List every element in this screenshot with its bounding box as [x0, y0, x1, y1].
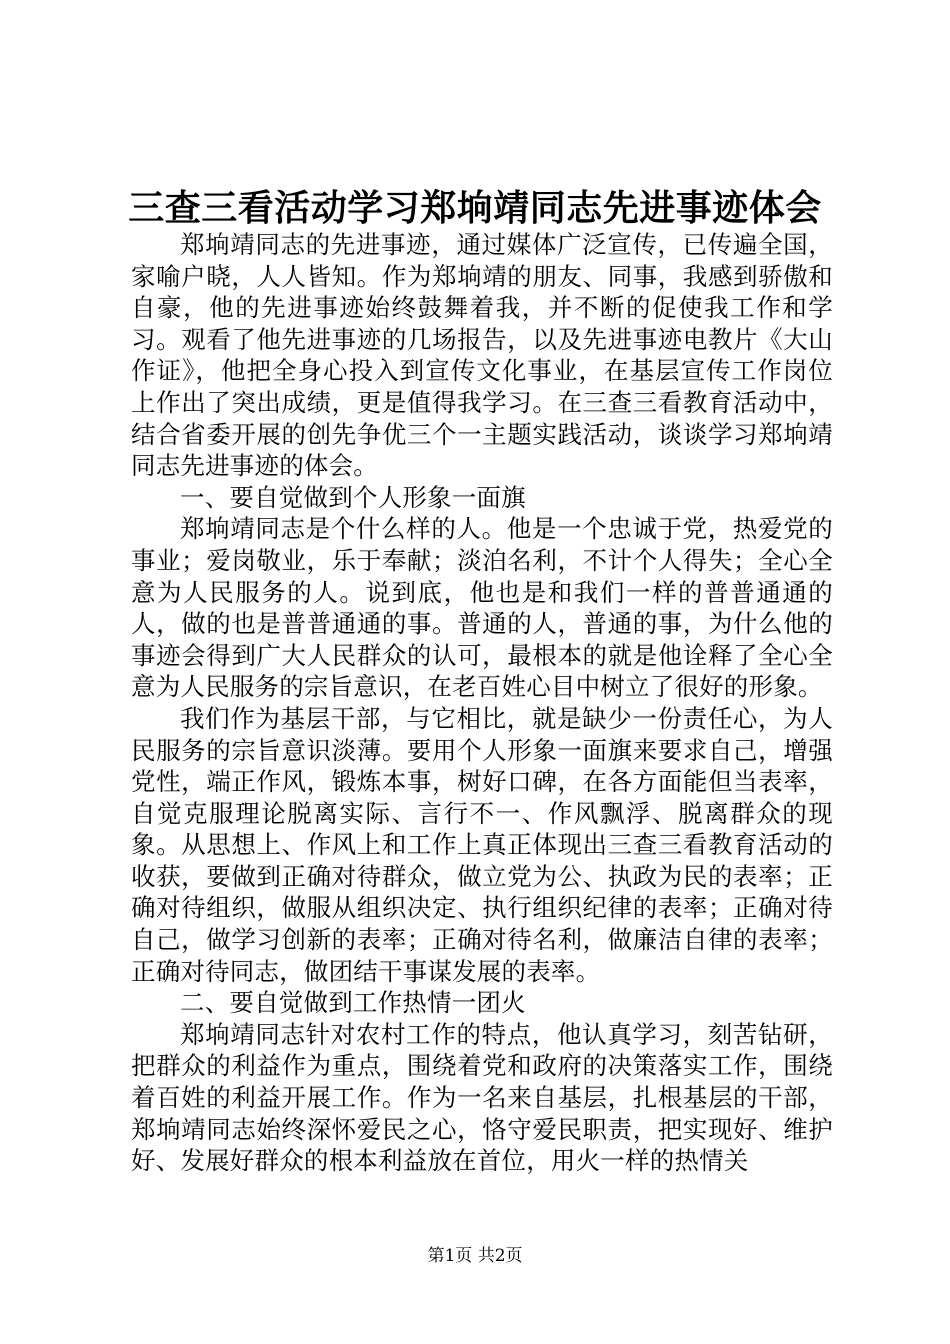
paragraph-section1-a: 郑垧靖同志是个什么样的人。他是一个忠诚于党，热爱党的事业；爱岗敬业，乐于奉献；淡泊名利，不计个人得失；全心全意为人民服务的人。说到底，他也是和我们一样的普普通通的人，做的也是普普通通的事。普通的人，普通的事，为什么他的事迹会得到广大人民群众的认可，最根本的就是他诠释了全心全意为人民服务的宗旨意识，在老百姓心目中树立了很好的形象。: [131, 514, 833, 702]
document-title: 三查三看活动学习郑垧靖同志先进事迹体会: [128, 187, 822, 229]
paragraph-section1-b: 我们作为基层干部，与它相比，就是缺少一份责任心，为人民服务的宗旨意识淡薄。要用个人形象一面旗来要求自己，增强党性，端正作风，锻炼本事，树好口碑，在各方面能但当表率，自觉克服理论脱离实际、言行不一、作风飘浮、脱离群众的现象。从思想上、作风上和工作上真正体现出三查三看教育活动的收获，要做到正确对待群众，做立党为公、执政为民的表率；正确对待组织，做服从组织决定、执行组织纪律的表率；正确对待自己，做学习创新的表率；正确对待名利，做廉洁自律的表率；正确对待同志，做团结干事谋发展的表率。: [131, 703, 833, 986]
document-body: [131, 229, 833, 1177]
section-heading-2: 二、要自觉做到工作热情一团火: [180, 988, 526, 1018]
page-number-footer: 第1页 共2页: [427, 1246, 523, 1266]
section-heading-1: 一、要自觉做到个人形象一面旗: [180, 482, 526, 512]
paragraph-section2-a: 郑垧靖同志针对农村工作的特点，他认真学习，刻苦钻研，把群众的利益作为重点，围绕着党和政府的决策落实工作，围绕着百姓的利益开展工作。作为一名来自基层，扎根基层的干部，郑垧靖同志始终深怀爱民之心，恪守爱民职责，把实现好、维护好、发展好群众的根本利益放在首位，用火一样的热情关: [131, 1019, 833, 1176]
paragraph-intro: 郑垧靖同志的先进事迹，通过媒体广泛宣传，已传遍全国，家喻户晓，人人皆知。作为郑垧靖的朋友、同事，我感到骄傲和自豪，他的先进事迹始终鼓舞着我，并不断的促使我工作和学习。观看了他先进事迹的几场报告，以及先进事迹电教片《大山作证》，他把全身心投入到宣传文化事业，在基层宣传工作岗位上作出了突出成绩，更是值得我学习。在三查三看教育活动中，结合省委开展的创先争优三个一主题实践活动，谈谈学习郑垧靖同志先进事迹的体会。: [131, 230, 833, 481]
